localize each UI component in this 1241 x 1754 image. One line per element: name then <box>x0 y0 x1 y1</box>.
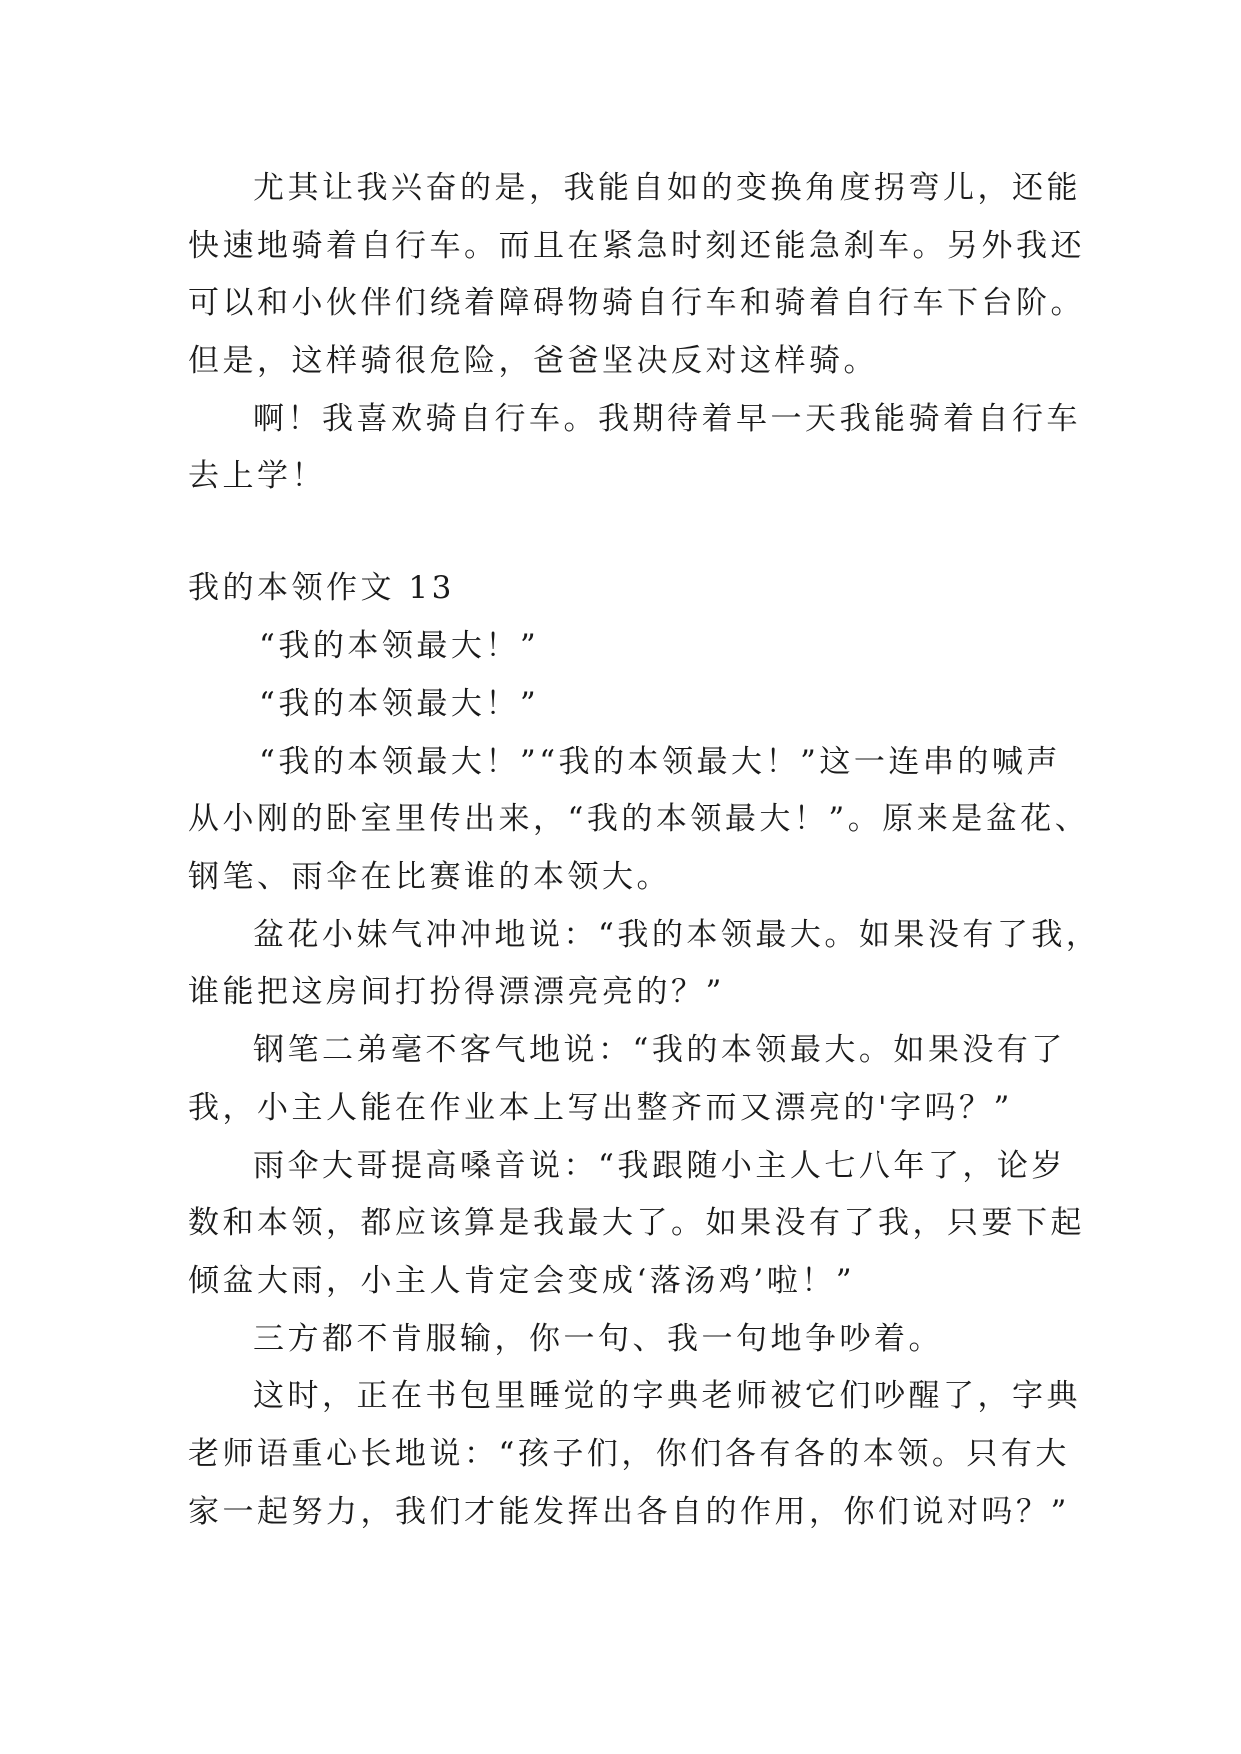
paragraph-line: 谁能把这房间打扮得漂漂亮亮的？” <box>188 974 725 1010</box>
paragraph-line: 快速地骑着自行车。而且在紧急时刻还能急刹车。另外我还 <box>188 228 1085 264</box>
paragraph-line: 盆花小妹气冲冲地说：“我的本领最大。如果没有了我， <box>253 917 1101 953</box>
paragraph-line: 雨伞大哥提高嗓音说：“我跟随小主人七八年了，论岁 <box>253 1148 1066 1184</box>
paragraph-line: 老师语重心长地说：“孩子们，你们各有各的本领。只有大 <box>188 1436 1070 1472</box>
paragraph-line: “我的本领最大！”“我的本领最大！”这一连串的喊声 <box>259 744 1061 780</box>
paragraph-line: 去上学！ <box>188 458 326 494</box>
paragraph-line: 家一起努力，我们才能发挥出各自的作用，你们说对吗？” <box>188 1494 1070 1530</box>
paragraph-line: 数和本领，都应该算是我最大了。如果没有了我，只要下起 <box>188 1205 1085 1241</box>
paragraph-line: 但是，这样骑很危险，爸爸坚决反对这样骑。 <box>188 343 878 379</box>
paragraph-line: 三方都不肯服输，你一句、我一句地争吵着。 <box>253 1321 943 1357</box>
paragraph-line: 我，小主人能在作业本上写出整齐而又漂亮的'字吗？” <box>188 1090 1013 1126</box>
paragraph-line: 可以和小伙伴们绕着障碍物骑自行车和骑着自行车下台阶。 <box>188 285 1085 321</box>
paragraph-line: 这时，正在书包里睡觉的字典老师被它们吵醒了，字典 <box>253 1378 1081 1414</box>
section-title: 我的本领作文 13 <box>188 570 455 606</box>
paragraph-line: “我的本领最大！” <box>259 628 540 664</box>
paragraph-line: “我的本领最大！” <box>259 686 540 722</box>
paragraph-line: 钢笔、雨伞在比赛谁的本领大。 <box>188 859 671 895</box>
paragraph-line: 钢笔二弟毫不客气地说：“我的本领最大。如果没有了 <box>253 1032 1066 1068</box>
paragraph-line: 倾盆大雨，小主人肯定会变成‘落汤鸡’啦！” <box>188 1263 856 1299</box>
paragraph-line: 啊！我喜欢骑自行车。我期待着早一天我能骑着自行车 <box>253 401 1081 437</box>
paragraph-line: 从小刚的卧室里传出来，“我的本领最大！”。原来是盆花、 <box>188 801 1090 837</box>
paragraph-line: 尤其让我兴奋的是，我能自如的变换角度拐弯儿，还能 <box>253 170 1081 206</box>
